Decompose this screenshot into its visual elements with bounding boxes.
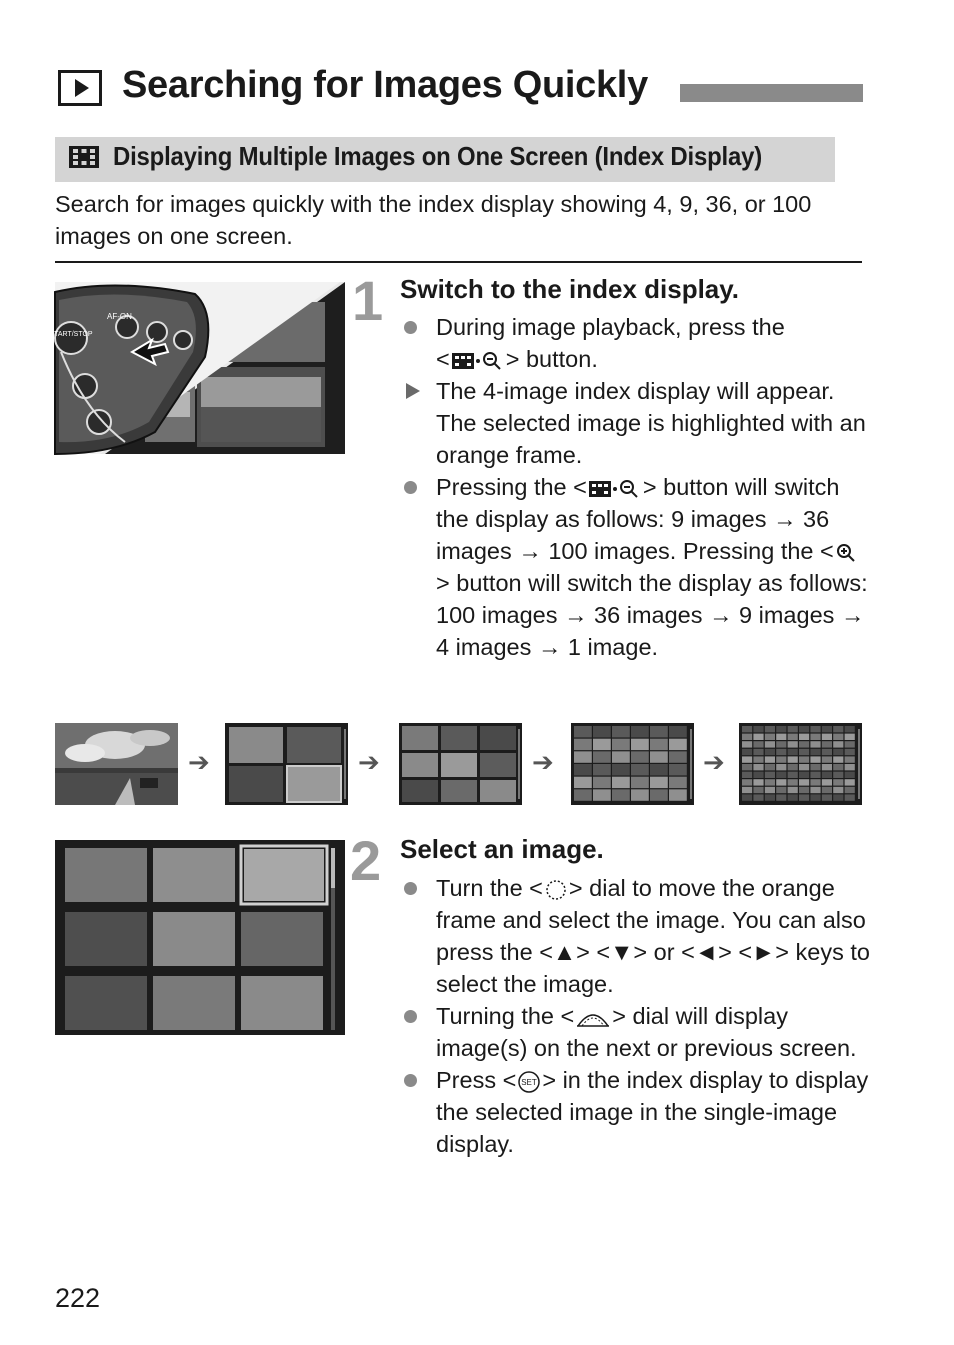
grid-thumbnail xyxy=(650,764,668,775)
grid-thumbnail xyxy=(788,794,798,800)
bullet-icon xyxy=(404,1010,417,1023)
grid-thumbnail xyxy=(753,764,763,770)
grid-thumbnail xyxy=(753,749,763,755)
index-reduce-icon xyxy=(450,349,506,373)
grid-thumbnail xyxy=(753,734,763,740)
grid-thumbnail xyxy=(845,764,855,770)
grid-thumbnail xyxy=(799,756,809,762)
grid-thumbnail xyxy=(765,734,775,740)
grid-thumbnail xyxy=(799,787,809,793)
grid-thumbnail xyxy=(593,726,611,737)
grid-thumbnail xyxy=(574,751,592,762)
grid-thumbnail xyxy=(650,751,668,762)
grid-thumbnail xyxy=(765,794,775,800)
intro-text: Search for images quickly with the index display showing 4, 9, 36, or 100 images on one screen. xyxy=(55,191,812,249)
svg-text:SET: SET xyxy=(521,1077,538,1087)
grid-thumbnail xyxy=(833,734,843,740)
grid-thumbnail xyxy=(593,751,611,762)
grid-thumbnail xyxy=(612,764,630,775)
result-triangle-icon xyxy=(406,383,420,399)
step-1-bullets xyxy=(400,311,870,663)
grid-thumbnail xyxy=(822,756,832,762)
magnify-icon xyxy=(834,541,860,565)
grid-thumbnail xyxy=(822,734,832,740)
grid-thumbnail xyxy=(833,787,843,793)
grid-thumbnail xyxy=(788,749,798,755)
bullet-text: > dial to move the orange frame and select the image. You can also press the <▲> <▼> or <◄> <►> keys to select the image. xyxy=(436,875,871,997)
grid-thumbnail xyxy=(788,787,798,793)
grid-thumbnail xyxy=(799,726,809,732)
grid-thumbnail xyxy=(845,734,855,740)
grid-thumbnail xyxy=(833,756,843,762)
grid-thumbnail xyxy=(833,741,843,747)
set-button-icon xyxy=(516,1070,542,1094)
bullet-text: Press < xyxy=(436,1067,517,1093)
list-item xyxy=(400,311,870,375)
step-1-title: Switch to the index display. xyxy=(400,274,740,304)
grid-thumbnail xyxy=(799,772,809,778)
grid-thumbnail xyxy=(593,789,611,800)
main-dial-icon xyxy=(574,1006,612,1030)
grid-thumbnail xyxy=(765,772,775,778)
index-icon xyxy=(69,146,99,168)
sequence-arrow: ➔ xyxy=(358,747,380,777)
grid-thumbnail xyxy=(776,734,786,740)
grid-thumbnail xyxy=(753,787,763,793)
bullet-text: > button will switch the display as follows: 9 images → 36 images → 100 images. Pressing the < xyxy=(436,474,840,564)
grid-thumbnail xyxy=(788,756,798,762)
list-item xyxy=(400,872,870,1000)
list-item xyxy=(400,375,870,471)
grid-thumbnail xyxy=(833,726,843,732)
grid-thumbnail xyxy=(799,794,809,800)
page-title: Searching for Images Quickly xyxy=(122,64,648,106)
grid-thumbnail xyxy=(833,779,843,785)
grid-thumbnail xyxy=(742,749,752,755)
grid-thumbnail xyxy=(822,726,832,732)
grid-thumbnail xyxy=(776,726,786,732)
grid-thumbnail xyxy=(833,772,843,778)
grid-thumbnail xyxy=(776,764,786,770)
grid-thumbnail xyxy=(574,777,592,788)
grid-thumbnail xyxy=(765,787,775,793)
grid-thumbnail xyxy=(776,787,786,793)
grid-thumbnail xyxy=(669,789,687,800)
grid-thumbnail xyxy=(574,764,592,775)
grid-thumbnail xyxy=(788,779,798,785)
thumb-100-images xyxy=(739,723,862,805)
grid-thumbnail xyxy=(833,749,843,755)
list-item xyxy=(400,471,870,663)
bullet-icon xyxy=(404,1074,417,1087)
grid-thumbnail xyxy=(765,726,775,732)
grid-thumbnail xyxy=(742,794,752,800)
grid-thumbnail xyxy=(574,726,592,737)
grid-thumbnail xyxy=(742,741,752,747)
bullet-text: > dial will display image(s) on the next or previous screen. xyxy=(436,1003,857,1061)
grid-thumbnail xyxy=(742,756,752,762)
grid-thumbnail xyxy=(810,749,820,755)
grid-thumbnail xyxy=(612,726,630,737)
start-stop-label: START/STOP xyxy=(49,331,93,338)
grid-thumbnail xyxy=(799,764,809,770)
grid-thumbnail xyxy=(788,764,798,770)
bullet-text: The 4-image index display will appear. The selected image is highlighted with an orange frame. xyxy=(436,378,866,468)
grid-thumbnail xyxy=(845,772,855,778)
grid-thumbnail xyxy=(612,739,630,750)
grid-thumbnail xyxy=(669,777,687,788)
grid-thumbnail xyxy=(776,756,786,762)
grid-thumbnail xyxy=(765,756,775,762)
grid-thumbnail xyxy=(776,794,786,800)
bullet-text: Pressing the < xyxy=(436,474,587,500)
grid-thumbnail xyxy=(810,764,820,770)
grid-thumbnail xyxy=(631,739,649,750)
grid-thumbnail xyxy=(593,764,611,775)
grid-thumbnail xyxy=(822,749,832,755)
grid-thumbnail xyxy=(669,726,687,737)
grid-thumbnail xyxy=(845,779,855,785)
camera-illustration xyxy=(49,282,345,454)
grid-thumbnail xyxy=(574,789,592,800)
thumb-4-images xyxy=(225,723,348,805)
grid-thumbnail xyxy=(612,777,630,788)
grid-thumbnail xyxy=(612,751,630,762)
playback-icon xyxy=(58,70,102,106)
grid-thumbnail xyxy=(765,764,775,770)
grid-thumbnail xyxy=(788,726,798,732)
grid-thumbnail xyxy=(810,734,820,740)
bullet-text: Turning the < xyxy=(436,1003,575,1029)
af-on-label: AF-ON xyxy=(107,312,132,321)
sequence-arrow: ➔ xyxy=(703,747,725,777)
grid-thumbnail xyxy=(788,734,798,740)
grid-thumbnail xyxy=(650,789,668,800)
grid-thumbnail xyxy=(650,739,668,750)
grid-thumbnail xyxy=(776,772,786,778)
grid-thumbnail xyxy=(742,779,752,785)
title-bar-decoration xyxy=(680,84,863,102)
grid-thumbnail xyxy=(574,739,592,750)
grid-thumbnail xyxy=(810,756,820,762)
grid-thumbnail xyxy=(742,764,752,770)
grid-thumbnail xyxy=(810,787,820,793)
grid-thumbnail xyxy=(788,772,798,778)
index-display-9-images xyxy=(55,840,345,1035)
grid-thumbnail xyxy=(810,772,820,778)
grid-thumbnail xyxy=(845,787,855,793)
step-2-bullets xyxy=(400,872,870,1160)
sequence-arrow: ➔ xyxy=(188,747,210,777)
grid-thumbnail xyxy=(631,777,649,788)
grid-thumbnail xyxy=(593,777,611,788)
grid-thumbnail xyxy=(833,764,843,770)
page-number: 222 xyxy=(55,1283,101,1313)
grid-thumbnail xyxy=(593,739,611,750)
grid-thumbnail xyxy=(753,756,763,762)
grid-thumbnail xyxy=(650,777,668,788)
grid-thumbnail xyxy=(765,741,775,747)
grid-thumbnail xyxy=(753,726,763,732)
grid-thumbnail xyxy=(776,741,786,747)
grid-thumbnail xyxy=(822,779,832,785)
grid-thumbnail xyxy=(810,794,820,800)
grid-thumbnail xyxy=(788,741,798,747)
grid-thumbnail xyxy=(810,741,820,747)
grid-thumbnail xyxy=(822,772,832,778)
bullet-icon xyxy=(404,321,417,334)
grid-thumbnail xyxy=(650,726,668,737)
grid-thumbnail xyxy=(776,749,786,755)
grid-thumbnail xyxy=(631,789,649,800)
thumb-9-images xyxy=(399,723,522,805)
grid-thumbnail xyxy=(753,772,763,778)
grid-thumbnail xyxy=(799,741,809,747)
section-title: Displaying Multiple Images on One Screen (Index Display) xyxy=(113,141,762,171)
list-item xyxy=(400,1000,870,1064)
grid-thumbnail xyxy=(822,764,832,770)
grid-thumbnail xyxy=(765,779,775,785)
bullet-text: > button. xyxy=(505,346,598,372)
list-item xyxy=(400,1064,870,1160)
grid-thumbnail xyxy=(845,741,855,747)
step-number-2: 2 xyxy=(350,829,382,892)
thumb-36-images xyxy=(571,723,694,805)
grid-thumbnail xyxy=(669,739,687,750)
index-reduce-icon xyxy=(587,477,643,501)
quick-control-dial-icon xyxy=(543,878,569,902)
grid-thumbnail xyxy=(765,749,775,755)
grid-thumbnail xyxy=(742,726,752,732)
grid-thumbnail xyxy=(753,779,763,785)
bullet-text: During image playback, press the xyxy=(436,314,785,340)
grid-thumbnail xyxy=(742,734,752,740)
grid-thumbnail xyxy=(631,764,649,775)
grid-thumbnail xyxy=(822,741,832,747)
grid-thumbnail xyxy=(742,787,752,793)
grid-thumbnail xyxy=(753,741,763,747)
grid-thumbnail xyxy=(799,734,809,740)
bullet-text: > button will switch the display as follows: 100 images → 36 images → 9 images → 4 images → 1 image. xyxy=(436,570,868,660)
thumb-1-image xyxy=(55,723,178,805)
bullet-text: Turn the < xyxy=(436,875,543,901)
grid-thumbnail xyxy=(799,779,809,785)
step-2-title: Select an image. xyxy=(400,834,604,864)
sequence-arrow: ➔ xyxy=(532,747,554,777)
grid-thumbnail xyxy=(776,779,786,785)
grid-thumbnail xyxy=(833,794,843,800)
step-number-1: 1 xyxy=(352,269,384,332)
grid-thumbnail xyxy=(845,794,855,800)
grid-thumbnail xyxy=(799,749,809,755)
grid-thumbnail xyxy=(631,751,649,762)
grid-thumbnail xyxy=(810,726,820,732)
grid-thumbnail xyxy=(742,772,752,778)
grid-thumbnail xyxy=(612,789,630,800)
grid-thumbnail xyxy=(822,794,832,800)
bullet-icon xyxy=(404,882,417,895)
grid-thumbnail xyxy=(845,756,855,762)
grid-thumbnail xyxy=(669,751,687,762)
grid-thumbnail xyxy=(822,787,832,793)
grid-thumbnail xyxy=(845,749,855,755)
grid-thumbnail xyxy=(753,794,763,800)
bullet-icon xyxy=(404,481,417,494)
bullet-text: > in the index display to display the selected image in the single-image display. xyxy=(436,1067,869,1157)
divider xyxy=(55,261,862,263)
bullet-text: < xyxy=(436,346,450,372)
grid-thumbnail xyxy=(669,764,687,775)
grid-thumbnail xyxy=(810,779,820,785)
grid-thumbnail xyxy=(845,726,855,732)
grid-thumbnail xyxy=(631,726,649,737)
